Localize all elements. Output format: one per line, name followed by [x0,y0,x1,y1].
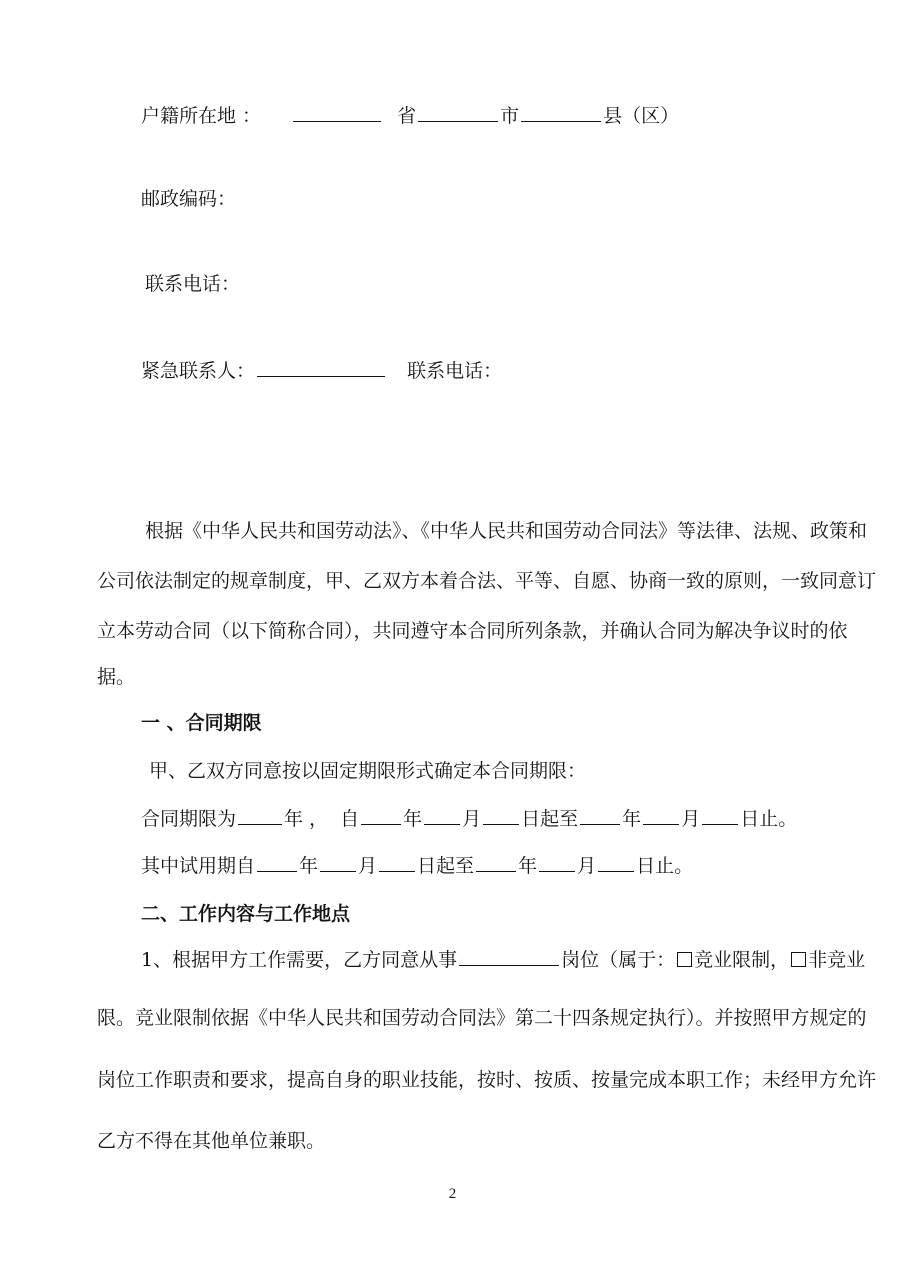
term-from-label: 自 [340,808,360,830]
start-month-blank[interactable] [424,805,460,825]
probation-start-year-label: 年 [299,855,319,877]
job-prefix: 1、根据甲方工作需要，乙方同意从事 [141,949,458,971]
phone-label: 联系电话： [145,273,241,295]
probation-start-month-label: 月 [358,855,378,877]
probation-start-month-blank[interactable] [320,852,356,872]
job-suffix: 岗位（属于： [561,949,676,971]
residence-line [141,102,679,128]
postal-code-label: 邮政编码： [141,188,237,210]
city-blank[interactable] [418,102,498,122]
section2-p1-line-1 [141,946,865,972]
section2-p1-line-2: 限。竞业限制依据《中华人民共和国劳动合同法》第二十四条规定执行）。并按照甲方规定的 [97,1007,867,1029]
county-label: 县（区） [603,105,680,127]
term-year-label: 年 ， [284,808,329,830]
term-years-blank[interactable] [238,805,282,825]
start-day-label: 日起至 [521,808,579,830]
no-non-compete-label: 非竞业 [808,949,866,971]
end-day-label: 日止。 [740,808,798,830]
probation-prefix: 其中试用期自 [141,855,256,877]
probation-end-day-label: 日止。 [636,855,694,877]
province-blank[interactable] [293,102,381,122]
contract-term-line [141,805,797,831]
section2-p1-line-3: 岗位工作职责和要求，提高自身的职业技能，按时、按质、按量完成本职工作；未经甲方允许 [97,1069,877,1091]
no-non-compete-checkbox[interactable] [791,952,806,967]
end-day-blank[interactable] [702,805,738,825]
probation-end-month-label: 月 [577,855,597,877]
section1-intro: 甲、乙双方同意按以固定期限形式确定本合同期限： [149,760,587,782]
city-label: 市 [500,105,520,127]
page-number: 2 [448,1186,457,1202]
start-day-blank[interactable] [483,805,519,825]
end-month-label: 月 [681,808,701,830]
probation-end-year-label: 年 [518,855,538,877]
section2-heading: 二、工作内容与工作地点 [141,903,351,925]
preamble-line-2: 公司依法制定的规章制度，甲、乙双方本着合法、平等、自愿、协商一致的原则，一致同意订 [97,570,877,592]
start-year-label: 年 [403,808,423,830]
section2-p1-line-4: 乙方不得在其他单位兼职。 [97,1130,326,1152]
residence-label: 户籍所在地 ： [141,105,262,127]
non-compete-checkbox[interactable] [677,952,692,967]
non-compete-label: 竞业限制， [694,949,790,971]
preamble-line-4: 据。 [97,666,136,688]
province-label: 省 [397,105,417,127]
probation-end-year-blank[interactable] [476,852,516,872]
probation-end-month-blank[interactable] [539,852,575,872]
preamble-line-1: 根据《中华人民共和国劳动法》、《中华人民共和国劳动合同法》等法律、法规、政策和 [145,520,868,542]
start-year-blank[interactable] [361,805,401,825]
emergency-contact-line [141,357,502,383]
emergency-contact-label: 紧急联系人： [141,360,256,382]
preamble-line-3: 立本劳动合同（以下简称合同），共同遵守本合同所列条款，并确认合同为解决争议时的依 [97,620,848,642]
end-month-blank[interactable] [643,805,679,825]
county-blank[interactable] [521,102,601,122]
probation-start-year-blank[interactable] [257,852,297,872]
probation-start-day-label: 日起至 [417,855,475,877]
end-year-label: 年 [622,808,642,830]
end-year-blank[interactable] [580,805,620,825]
term-prefix: 合同期限为 [141,808,237,830]
emergency-contact-blank[interactable] [257,357,385,377]
job-position-blank[interactable] [459,946,559,966]
emergency-phone-label: 联系电话： [407,360,503,382]
probation-end-day-blank[interactable] [598,852,634,872]
postal-code-line [141,187,236,211]
phone-line [145,272,240,296]
start-month-label: 月 [462,808,482,830]
probation-line [141,852,693,878]
probation-start-day-blank[interactable] [379,852,415,872]
section1-heading: 一 、合同期限 [141,712,262,734]
